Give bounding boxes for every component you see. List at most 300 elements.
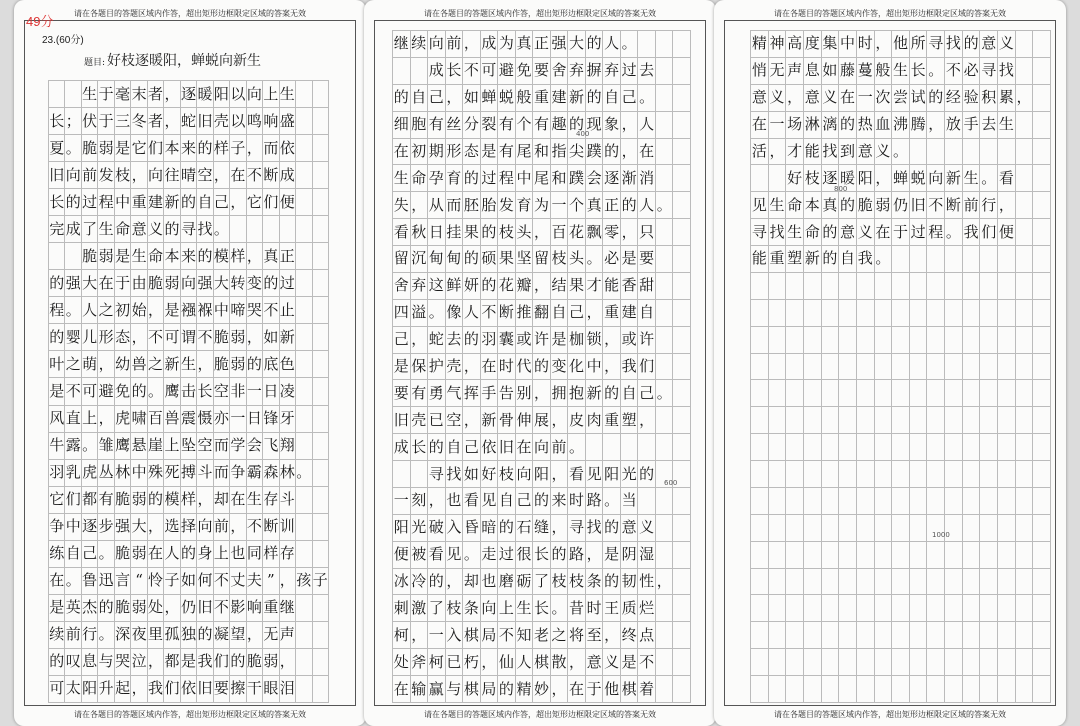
grid-cell: 枝 — [551, 569, 569, 596]
grid-cell: 幼 — [115, 351, 131, 378]
grid-cell: 新 — [804, 246, 822, 273]
grid-cell — [857, 327, 875, 354]
grid-cell — [980, 542, 998, 569]
grid-cell: 自 — [498, 488, 516, 515]
grid-cell: 鹰 — [115, 433, 131, 460]
grid-cell — [945, 676, 963, 703]
grid-cell — [963, 434, 981, 461]
grid-cell: 失 — [393, 192, 411, 219]
grid-cell: 意 — [839, 219, 857, 246]
grid-cell: 找 — [197, 216, 213, 243]
grid-cell: ， — [280, 568, 296, 595]
grid-cell: 续 — [49, 622, 65, 649]
grid-cell — [786, 569, 804, 596]
grid-cell — [875, 595, 893, 622]
grid-cell: 生 — [998, 112, 1016, 139]
grid-cell — [296, 406, 312, 433]
grid-cell: 枝 — [498, 219, 516, 246]
grid-cell: 叹 — [65, 649, 81, 676]
grid-cell: 期 — [428, 139, 446, 166]
footer-notice: 请在各题目的答题区域内作答，超出矩形边框限定区域的答案无效 — [774, 710, 1006, 719]
grid-cell — [751, 649, 769, 676]
grid-cell — [910, 380, 928, 407]
grid-cell — [857, 542, 875, 569]
grid-cell — [313, 433, 329, 460]
grid-cell — [313, 487, 329, 514]
grid-cell — [673, 595, 691, 622]
grid-cell: 重 — [131, 189, 147, 216]
grid-cell — [980, 380, 998, 407]
grid-cell: 是 — [621, 246, 639, 273]
grid-cell — [296, 243, 312, 270]
grid-cell: 逐 — [822, 165, 840, 192]
grid-cell: 不 — [498, 622, 516, 649]
grid-cell: 形 — [446, 139, 464, 166]
grid-cell: 在 — [98, 270, 114, 297]
grid-cell: 人 — [164, 541, 180, 568]
grid-cell: 朽 — [463, 649, 481, 676]
grid-cell — [892, 461, 910, 488]
grid-cell — [296, 189, 312, 216]
grid-cell: 暖 — [839, 165, 857, 192]
word-count-mark-1000: 1000 — [932, 531, 950, 539]
grid-cell — [1033, 85, 1051, 112]
grid-cell: 人 — [638, 192, 656, 219]
grid-cell: 自 — [446, 434, 464, 461]
grid-cell: 命 — [148, 243, 164, 270]
grid-cell — [998, 676, 1016, 703]
grid-cell — [656, 515, 674, 542]
grid-cell: 阳 — [82, 676, 98, 703]
grid-cell: 到 — [839, 139, 857, 166]
grid-cell: 义 — [603, 649, 621, 676]
grid-cell: 于 — [586, 676, 604, 703]
grid-cell — [656, 112, 674, 139]
grid-cell: 的 — [568, 112, 586, 139]
grid-cell: 。 — [945, 219, 963, 246]
grid-cell: 择 — [181, 514, 197, 541]
grid-cell — [963, 515, 981, 542]
grid-cell: 。 — [875, 246, 893, 273]
grid-cell: 不 — [481, 300, 499, 327]
grid-cell: 毫 — [115, 81, 131, 108]
grid-cell — [857, 461, 875, 488]
grid-cell — [656, 273, 674, 300]
grid-cell: 之 — [551, 622, 569, 649]
essay-grid — [392, 30, 691, 703]
grid-cell: 壳 — [214, 108, 230, 135]
grid-cell: 胎 — [481, 192, 499, 219]
grid-cell — [927, 676, 945, 703]
grid-cell: 精 — [516, 676, 534, 703]
grid-cell — [673, 273, 691, 300]
grid-cell: 生 — [181, 351, 197, 378]
grid-cell — [751, 676, 769, 703]
grid-cell: 太 — [65, 676, 81, 703]
grid-cell: 溢 — [411, 300, 429, 327]
grid-cell — [927, 327, 945, 354]
grid-cell: 过 — [280, 270, 296, 297]
grid-cell: 的 — [586, 31, 604, 58]
grid-cell: 正 — [280, 243, 296, 270]
grid-cell: 行 — [82, 622, 98, 649]
grid-cell: 磨 — [498, 569, 516, 596]
grid-cell: 才 — [586, 273, 604, 300]
grid-cell: 。 — [428, 300, 446, 327]
grid-cell — [769, 542, 787, 569]
grid-cell — [1016, 58, 1034, 85]
grid-cell: 能 — [751, 246, 769, 273]
grid-cell: 的 — [181, 541, 197, 568]
grid-cell: 暗 — [481, 515, 499, 542]
grid-cell — [65, 243, 81, 270]
grid-cell: 牙 — [280, 406, 296, 433]
grid-cell — [822, 434, 840, 461]
grid-cell: 重 — [533, 85, 551, 112]
grid-cell: 阳 — [533, 461, 551, 488]
grid-cell: 断 — [945, 192, 963, 219]
grid-cell — [927, 407, 945, 434]
grid-cell — [296, 81, 312, 108]
grid-cell — [411, 58, 429, 85]
grid-cell: 飞 — [263, 433, 279, 460]
grid-cell: 阳 — [857, 165, 875, 192]
grid-cell — [673, 327, 691, 354]
grid-cell: 寻 — [927, 31, 945, 58]
grid-cell: 腾 — [910, 112, 928, 139]
grid-cell: 样 — [263, 541, 279, 568]
grid-cell — [751, 354, 769, 381]
grid-cell — [822, 300, 840, 327]
grid-cell: 入 — [446, 622, 464, 649]
grid-cell: 向 — [428, 31, 446, 58]
grid-cell: 壳 — [411, 407, 429, 434]
grid-cell: 自 — [411, 85, 429, 112]
grid-cell: ， — [603, 327, 621, 354]
grid-cell — [313, 622, 329, 649]
grid-cell: 发 — [98, 162, 114, 189]
grid-cell: 旧 — [393, 407, 411, 434]
grid-cell: 成 — [428, 58, 446, 85]
grid-cell — [769, 354, 787, 381]
grid-cell: 声 — [786, 58, 804, 85]
grid-cell: 态 — [463, 139, 481, 166]
grid-cell: 一 — [551, 192, 569, 219]
grid-cell: 柯 — [428, 649, 446, 676]
grid-cell — [751, 380, 769, 407]
grid-cell: 它 — [49, 487, 65, 514]
grid-cell — [822, 622, 840, 649]
grid-cell: 积 — [980, 85, 998, 112]
grid-cell: 褓 — [197, 297, 213, 324]
grid-cell: 正 — [533, 31, 551, 58]
grid-cell: 脆 — [857, 192, 875, 219]
grid-cell: 不 — [247, 162, 263, 189]
grid-cell: 夫 — [247, 568, 263, 595]
grid-cell — [839, 542, 857, 569]
grid-cell: 意 — [621, 515, 639, 542]
grid-cell — [839, 380, 857, 407]
grid-cell: 好 — [481, 461, 499, 488]
grid-cell: 的 — [481, 273, 499, 300]
grid-cell: 于 — [98, 108, 114, 135]
grid-cell: 来 — [551, 488, 569, 515]
grid-cell — [822, 649, 840, 676]
grid-cell — [875, 569, 893, 596]
grid-cell: ， — [638, 407, 656, 434]
grid-cell: 避 — [498, 58, 516, 85]
grid-cell: 见 — [751, 192, 769, 219]
grid-cell: 的 — [603, 380, 621, 407]
grid-cell: 义 — [148, 216, 164, 243]
grid-cell — [296, 676, 312, 703]
grid-cell: 也 — [230, 541, 246, 568]
grid-cell — [857, 676, 875, 703]
grid-cell: 却 — [463, 569, 481, 596]
grid-cell — [656, 85, 674, 112]
grid-cell — [673, 434, 691, 461]
grid-cell: 击 — [181, 378, 197, 405]
grid-cell — [1033, 219, 1051, 246]
grid-cell: 盛 — [280, 108, 296, 135]
grid-cell: 的 — [963, 31, 981, 58]
grid-cell: ， — [214, 162, 230, 189]
grid-cell: 也 — [481, 569, 499, 596]
grid-cell — [313, 189, 329, 216]
grid-cell: 的 — [98, 595, 114, 622]
grid-cell: 的 — [586, 85, 604, 112]
grid-cell: 弱 — [875, 192, 893, 219]
grid-cell: 己 — [638, 380, 656, 407]
grid-cell: 。 — [296, 460, 312, 487]
grid-cell: 的 — [164, 216, 180, 243]
grid-cell: 深 — [115, 622, 131, 649]
grid-cell: 大 — [131, 514, 147, 541]
grid-cell: 脆 — [214, 351, 230, 378]
grid-cell: 而 — [214, 433, 230, 460]
grid-cell — [49, 243, 65, 270]
grid-cell: 皮 — [568, 407, 586, 434]
grid-cell — [945, 461, 963, 488]
grid-cell — [875, 515, 893, 542]
grid-cell: 蝉 — [892, 165, 910, 192]
grid-cell: 可 — [164, 324, 180, 351]
grid-cell — [875, 354, 893, 381]
grid-cell: 如 — [181, 568, 197, 595]
grid-cell — [804, 300, 822, 327]
grid-cell — [927, 569, 945, 596]
grid-cell — [945, 139, 963, 166]
grid-cell: 活 — [751, 139, 769, 166]
grid-cell: 可 — [481, 58, 499, 85]
grid-cell: 生 — [131, 243, 147, 270]
grid-cell: 息 — [82, 649, 98, 676]
grid-cell: 弱 — [230, 351, 246, 378]
grid-cell — [822, 595, 840, 622]
grid-cell — [980, 246, 998, 273]
grid-cell: 。 — [82, 433, 98, 460]
grid-cell: 本 — [804, 192, 822, 219]
grid-cell — [875, 488, 893, 515]
grid-cell: 在 — [148, 541, 164, 568]
grid-cell: 缝 — [533, 515, 551, 542]
grid-cell: 露 — [65, 433, 81, 460]
grid-cell — [945, 273, 963, 300]
grid-cell: ， — [1016, 85, 1034, 112]
grid-cell: 真 — [586, 192, 604, 219]
grid-cell — [673, 165, 691, 192]
grid-cell — [313, 324, 329, 351]
grid-cell: 日 — [428, 219, 446, 246]
grid-cell: 在 — [638, 139, 656, 166]
grid-cell: 条 — [586, 569, 604, 596]
grid-cell: 已 — [446, 649, 464, 676]
grid-cell: 三 — [115, 108, 131, 135]
grid-cell: 孕 — [428, 165, 446, 192]
grid-cell: 弱 — [98, 135, 114, 162]
grid-cell: 塑 — [786, 246, 804, 273]
grid-cell: 局 — [481, 676, 499, 703]
grid-cell — [673, 300, 691, 327]
grid-cell — [247, 216, 263, 243]
essay-grid — [750, 30, 1051, 703]
grid-cell — [656, 407, 674, 434]
grid-cell: 囊 — [498, 327, 516, 354]
grid-cell: 个 — [568, 192, 586, 219]
grid-cell: 在 — [230, 162, 246, 189]
grid-cell — [910, 488, 928, 515]
grid-cell — [822, 461, 840, 488]
grid-cell — [804, 649, 822, 676]
grid-cell — [1016, 192, 1034, 219]
grid-cell: 同 — [247, 541, 263, 568]
grid-cell — [296, 649, 312, 676]
grid-cell — [280, 216, 296, 243]
grid-cell: 。 — [927, 58, 945, 85]
grid-cell: 趣 — [551, 112, 569, 139]
grid-cell: 选 — [164, 514, 180, 541]
grid-cell — [313, 351, 329, 378]
grid-cell — [1016, 515, 1034, 542]
grid-cell: 本 — [164, 135, 180, 162]
grid-cell: 破 — [428, 515, 446, 542]
grid-cell — [296, 433, 312, 460]
answer-sheet-page-3 — [714, 0, 1066, 726]
grid-cell: 般 — [516, 85, 534, 112]
grid-cell: 己 — [621, 85, 639, 112]
grid-cell: 弱 — [131, 595, 147, 622]
grid-cell: 舍 — [551, 58, 569, 85]
grid-cell — [875, 273, 893, 300]
grid-cell — [786, 300, 804, 327]
grid-cell: 藤 — [839, 58, 857, 85]
grid-cell — [313, 406, 329, 433]
grid-cell: 人 — [82, 297, 98, 324]
grid-cell: 育 — [446, 165, 464, 192]
grid-cell: 夜 — [131, 622, 147, 649]
grid-cell — [857, 595, 875, 622]
grid-cell: 建 — [148, 189, 164, 216]
grid-cell — [980, 407, 998, 434]
grid-cell: 斧 — [411, 649, 429, 676]
grid-cell — [1016, 139, 1034, 166]
grid-cell — [892, 327, 910, 354]
grid-cell — [673, 139, 691, 166]
grid-cell: 我 — [197, 649, 213, 676]
grid-cell: 它 — [247, 189, 263, 216]
grid-cell: 挂 — [446, 219, 464, 246]
grid-cell: 棋 — [621, 676, 639, 703]
grid-cell — [1016, 622, 1034, 649]
grid-cell: 棋 — [463, 622, 481, 649]
grid-cell: 练 — [49, 541, 65, 568]
grid-cell: 自 — [197, 189, 213, 216]
grid-cell: 不 — [65, 378, 81, 405]
grid-cell — [804, 676, 822, 703]
grid-cell: 断 — [263, 514, 279, 541]
word-count-mark-400: 400 — [576, 130, 590, 138]
grid-cell: ， — [247, 243, 263, 270]
grid-cell: 凝 — [214, 622, 230, 649]
grid-cell: 兽 — [164, 406, 180, 433]
grid-cell — [1033, 380, 1051, 407]
grid-cell: 。 — [65, 568, 81, 595]
grid-cell — [910, 515, 928, 542]
grid-cell: ， — [927, 112, 945, 139]
grid-cell — [822, 273, 840, 300]
grid-cell: 是 — [551, 327, 569, 354]
grid-cell: 霸 — [247, 460, 263, 487]
grid-cell: ， — [551, 461, 569, 488]
grid-cell: 才 — [786, 139, 804, 166]
grid-cell: ， — [786, 85, 804, 112]
title-text: 好枝逐暖阳，蝉蜕向新生 — [107, 53, 262, 69]
grid-cell — [673, 542, 691, 569]
grid-cell: 向 — [148, 162, 164, 189]
grid-cell — [963, 461, 981, 488]
grid-cell: 程 — [98, 189, 114, 216]
grid-cell: 森 — [263, 460, 279, 487]
grid-cell: 中 — [586, 354, 604, 381]
grid-cell: 义 — [857, 219, 875, 246]
grid-cell: 萌 — [82, 351, 98, 378]
grid-cell: 阳 — [603, 461, 621, 488]
grid-cell: 强 — [551, 31, 569, 58]
grid-cell — [656, 434, 674, 461]
grid-cell: ， — [875, 165, 893, 192]
grid-cell: 脆 — [82, 135, 98, 162]
grid-cell: 长 — [533, 542, 551, 569]
grid-cell — [804, 622, 822, 649]
grid-cell — [945, 488, 963, 515]
grid-cell: 挥 — [463, 380, 481, 407]
grid-cell: ， — [656, 569, 674, 596]
grid-cell: 意 — [980, 31, 998, 58]
grid-cell: 。 — [603, 488, 621, 515]
grid-cell — [892, 407, 910, 434]
grid-cell: 的 — [181, 189, 197, 216]
grid-cell: 的 — [197, 135, 213, 162]
grid-cell: 蔓 — [857, 58, 875, 85]
grid-cell — [673, 649, 691, 676]
grid-cell: 在 — [875, 219, 893, 246]
grid-cell: 在 — [839, 85, 857, 112]
grid-cell: 是 — [164, 297, 180, 324]
grid-cell: 在 — [516, 434, 534, 461]
grid-cell — [1033, 246, 1051, 273]
grid-cell — [1033, 112, 1051, 139]
grid-cell: 子 — [230, 135, 246, 162]
